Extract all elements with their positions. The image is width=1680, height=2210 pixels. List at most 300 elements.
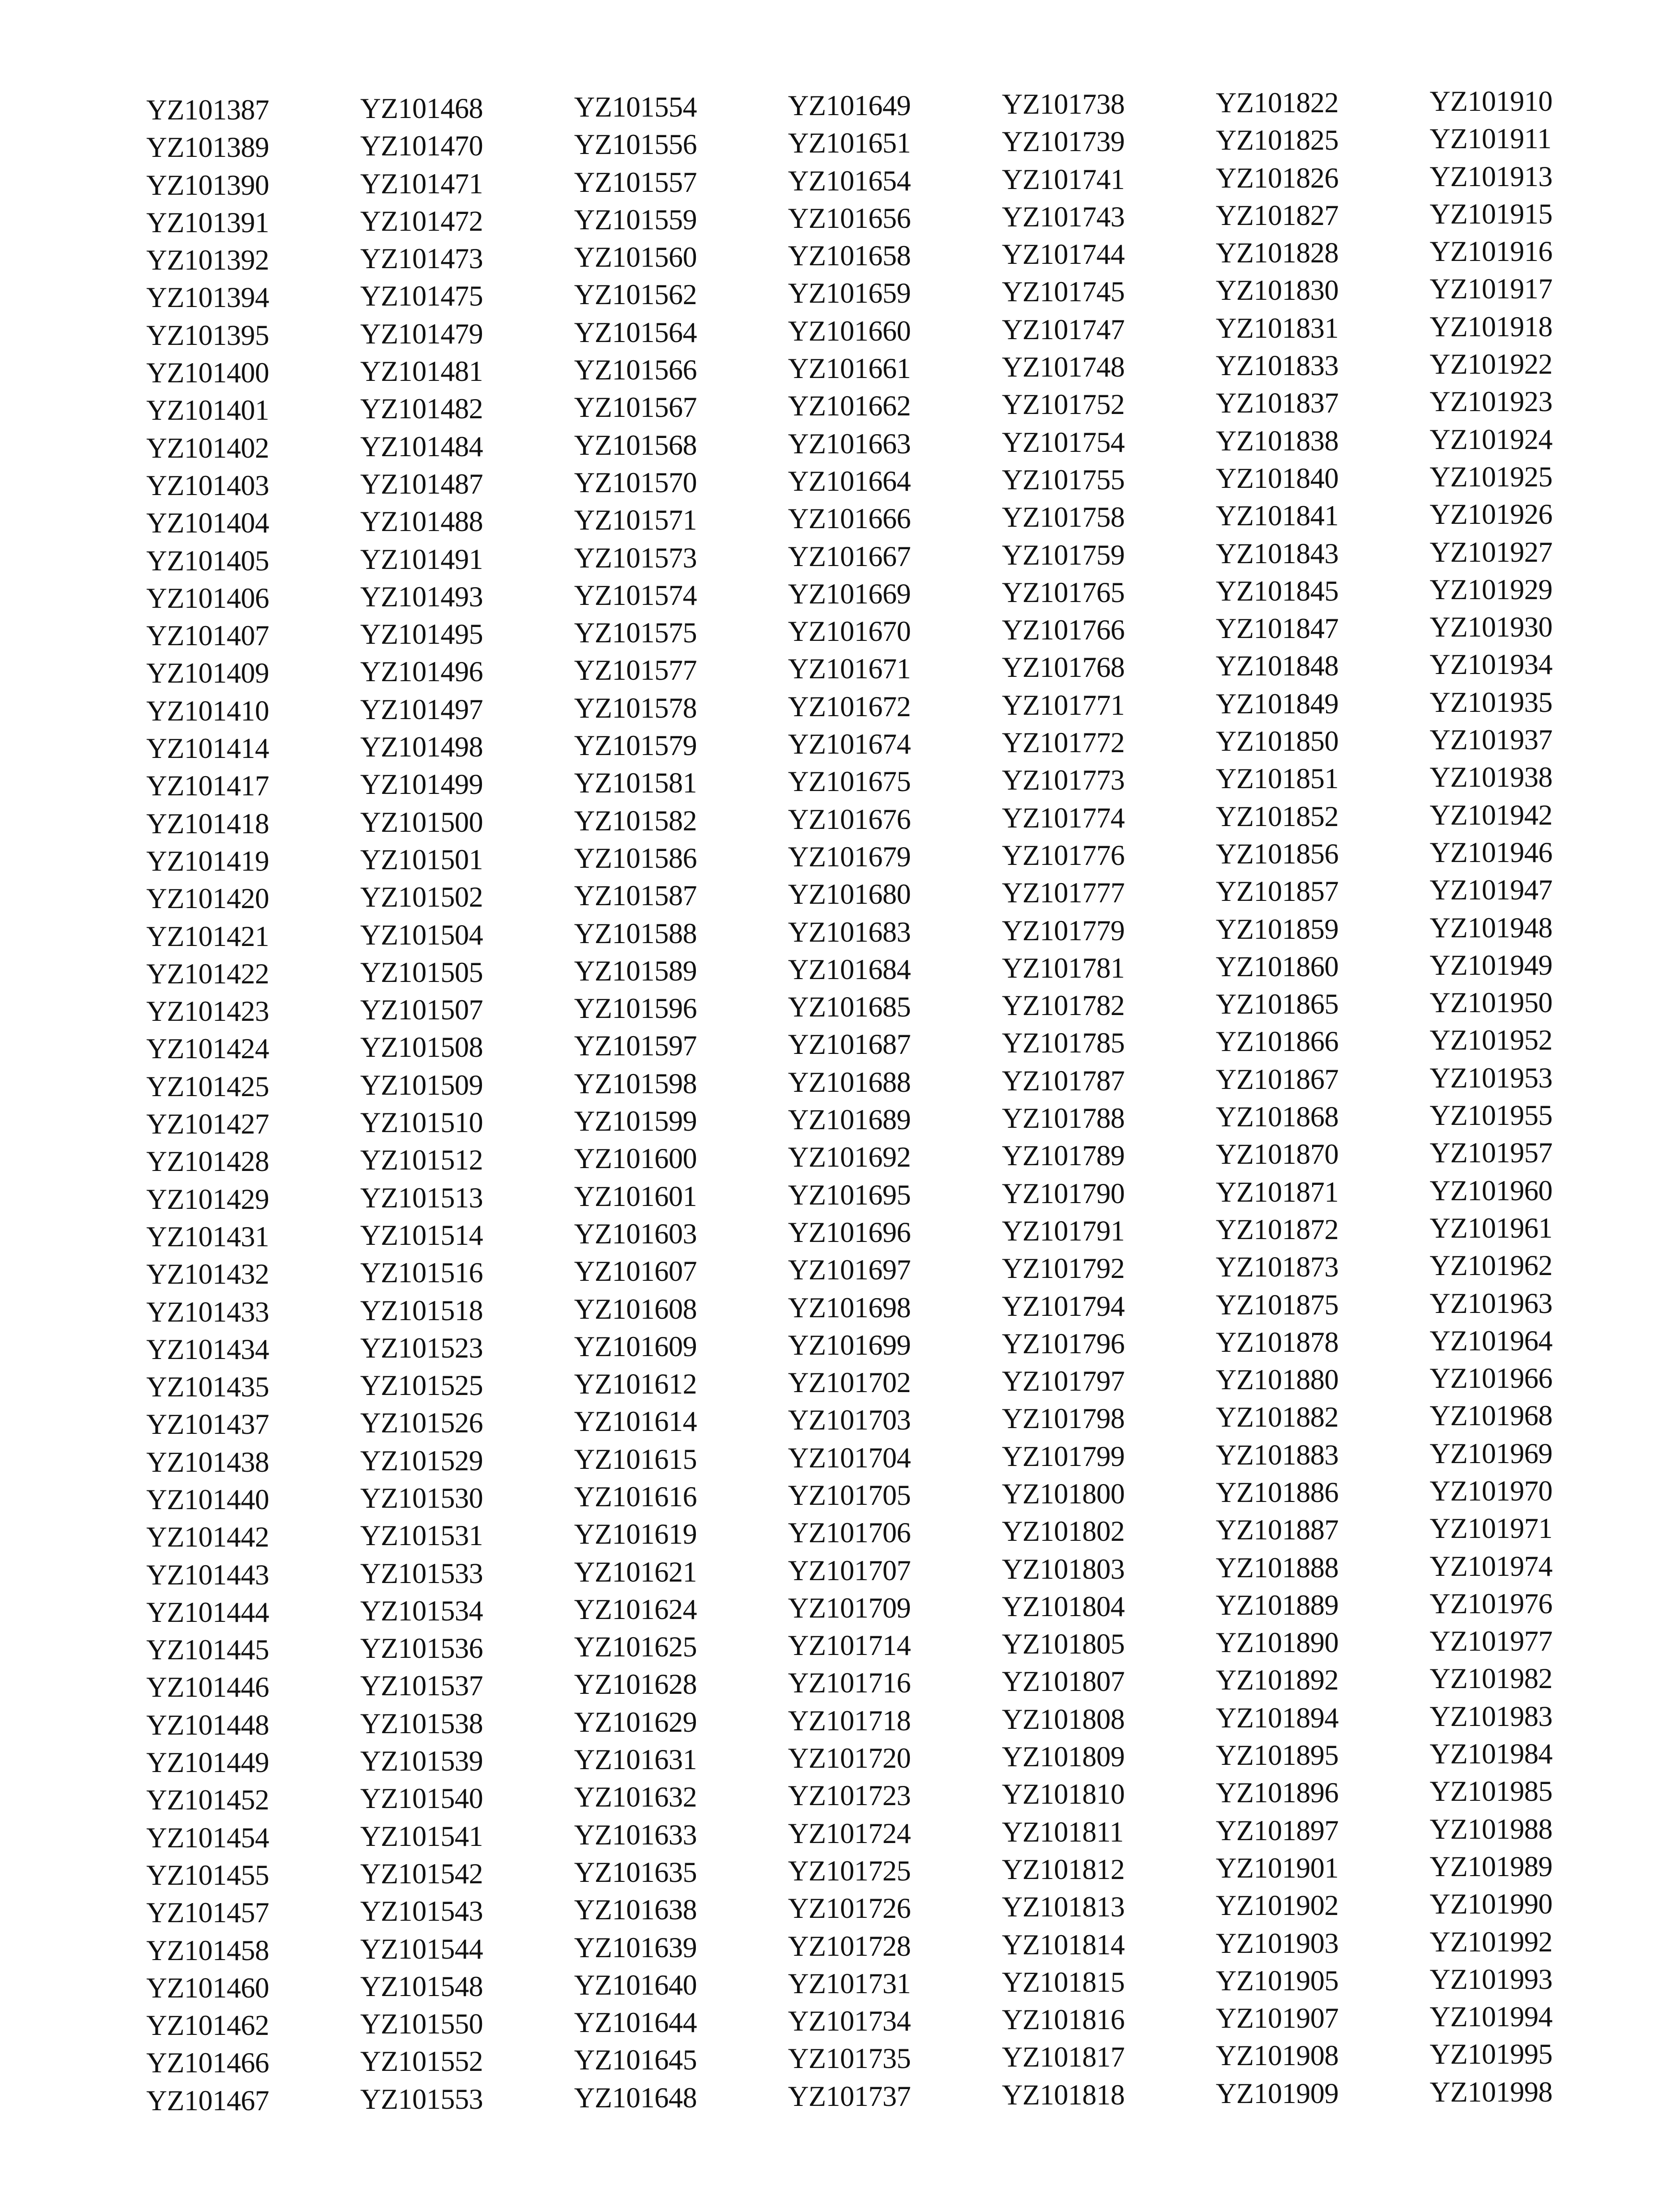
id-entry: YZ101916: [1430, 236, 1552, 268]
id-entry: YZ101930: [1430, 611, 1552, 643]
id-entry: YZ101768: [1002, 651, 1125, 684]
id-entry: YZ101410: [146, 695, 269, 727]
id-entry: YZ101968: [1430, 1400, 1552, 1432]
id-entry: YZ101825: [1216, 124, 1339, 156]
id-entry: YZ101905: [1216, 1964, 1339, 1997]
id-entry: YZ101631: [574, 1744, 697, 1776]
id-entry: YZ101797: [1002, 1365, 1125, 1397]
id-entry: YZ101423: [146, 995, 269, 1028]
id-entry: YZ101689: [788, 1104, 911, 1136]
id-entry: YZ101542: [360, 1857, 483, 1890]
id-entry: YZ101501: [360, 843, 483, 875]
id-entry: YZ101754: [1002, 426, 1125, 458]
id-entry: YZ101654: [788, 165, 911, 197]
id-entry: YZ101431: [146, 1220, 269, 1253]
id-entry: YZ101818: [1002, 2079, 1125, 2111]
id-entry: YZ101998: [1430, 2076, 1552, 2108]
id-entry: YZ101776: [1002, 839, 1125, 871]
id-entry: YZ101872: [1216, 1213, 1339, 1245]
id-entry: YZ101437: [146, 1408, 269, 1441]
id-entry: YZ101504: [360, 919, 483, 951]
id-entry: YZ101927: [1430, 536, 1552, 568]
id-entry: YZ101579: [574, 730, 697, 762]
id-entry: YZ101574: [574, 579, 697, 611]
id-entry: YZ101674: [788, 728, 911, 760]
id-entry: YZ101946: [1430, 836, 1552, 868]
id-entry: YZ101619: [574, 1518, 697, 1550]
id-column-4: [788, 87, 1002, 2119]
id-entry: YZ101731: [788, 1967, 911, 1999]
id-entry: YZ101937: [1430, 724, 1552, 756]
id-entry: YZ101525: [360, 1370, 483, 1402]
id-entry: YZ101828: [1216, 237, 1339, 269]
id-entry: YZ101918: [1430, 310, 1552, 343]
id-entry: YZ101949: [1430, 949, 1552, 981]
id-entry: YZ101925: [1430, 461, 1552, 493]
id-entry: YZ101794: [1002, 1290, 1125, 1322]
id-entry: YZ101628: [574, 1668, 697, 1701]
id-entry: YZ101852: [1216, 800, 1339, 832]
id-entry: YZ101575: [574, 617, 697, 649]
id-entry: YZ101543: [360, 1895, 483, 1927]
id-entry: YZ101663: [788, 427, 911, 460]
id-entry: YZ101827: [1216, 199, 1339, 231]
id-entry: YZ101500: [360, 806, 483, 838]
id-entry: YZ101540: [360, 1783, 483, 1815]
id-entry: YZ101616: [574, 1480, 697, 1513]
id-column-1: [146, 91, 360, 2119]
id-entry: YZ101907: [1216, 2002, 1339, 2034]
id-entry: YZ101467: [146, 2084, 269, 2116]
id-entry: YZ101562: [574, 279, 697, 311]
id-entry: YZ101856: [1216, 838, 1339, 870]
id-entry: YZ101976: [1430, 1587, 1552, 1619]
id-entry: YZ101838: [1216, 425, 1339, 457]
id-entry: YZ101867: [1216, 1063, 1339, 1095]
id-entry: YZ101449: [146, 1747, 269, 1779]
id-entry: YZ101392: [146, 244, 269, 276]
id-entry: YZ101607: [574, 1255, 697, 1288]
id-entry: YZ101445: [146, 1634, 269, 1666]
id-entry: YZ101581: [574, 767, 697, 799]
id-entry: YZ101552: [360, 2045, 483, 2078]
id-entry: YZ101985: [1430, 1775, 1552, 1808]
id-entry: YZ101683: [788, 916, 911, 948]
id-entry: YZ101599: [574, 1105, 697, 1137]
id-entry: YZ101645: [574, 2044, 697, 2076]
id-entry: YZ101660: [788, 315, 911, 347]
id-entry: YZ101473: [360, 243, 483, 275]
id-entry: YZ101868: [1216, 1101, 1339, 1133]
id-entry: YZ101418: [146, 807, 269, 839]
id-column-3: [574, 88, 788, 2119]
id-entry: YZ101789: [1002, 1140, 1125, 1172]
id-entry: YZ101582: [574, 804, 697, 837]
id-entry: YZ101539: [360, 1745, 483, 1777]
id-entry: YZ101601: [574, 1180, 697, 1212]
id-entry: YZ101487: [360, 468, 483, 500]
id-entry: YZ101664: [788, 465, 911, 497]
id-entry: YZ101984: [1430, 1738, 1552, 1770]
id-entry: YZ101948: [1430, 911, 1552, 944]
id-entry: YZ101514: [360, 1219, 483, 1251]
id-entry: YZ101692: [788, 1141, 911, 1173]
id-entry: YZ101644: [574, 2007, 697, 2039]
id-entry: YZ101947: [1430, 874, 1552, 906]
id-entry: YZ101509: [360, 1069, 483, 1101]
id-entry: YZ101815: [1002, 1966, 1125, 1998]
id-entry: YZ101541: [360, 1820, 483, 1852]
id-entry: YZ101518: [360, 1294, 483, 1326]
id-entry: YZ101537: [360, 1670, 483, 1702]
id-entry: YZ101685: [788, 991, 911, 1023]
id-entry: YZ101667: [788, 540, 911, 572]
id-entry: YZ101866: [1216, 1026, 1339, 1058]
id-entry: YZ101425: [146, 1070, 269, 1102]
id-entry: YZ101671: [788, 653, 911, 685]
id-entry: YZ101697: [788, 1254, 911, 1286]
id-entry: YZ101942: [1430, 799, 1552, 831]
id-entry: YZ101609: [574, 1330, 697, 1362]
id-entry: YZ101752: [1002, 389, 1125, 421]
id-entry: YZ101765: [1002, 576, 1125, 608]
id-entry: YZ101847: [1216, 613, 1339, 645]
id-entry: YZ101666: [788, 503, 911, 535]
id-entry: YZ101938: [1430, 761, 1552, 793]
id-entry: YZ101812: [1002, 1853, 1125, 1885]
id-entry: YZ101982: [1430, 1663, 1552, 1695]
id-entry: YZ101704: [788, 1442, 911, 1474]
id-entry: YZ101791: [1002, 1215, 1125, 1247]
id-entry: YZ101865: [1216, 988, 1339, 1020]
id-entry: YZ101696: [788, 1216, 911, 1248]
id-entry: YZ101800: [1002, 1477, 1125, 1510]
id-entry: YZ101598: [574, 1067, 697, 1099]
id-entry: YZ101772: [1002, 727, 1125, 759]
id-entry: YZ101458: [146, 1934, 269, 1966]
id-entry: YZ101462: [146, 2009, 269, 2042]
id-entry: YZ101714: [788, 1630, 911, 1662]
id-entry: YZ101390: [146, 169, 269, 201]
id-entry: YZ101639: [574, 1931, 697, 1963]
id-entry: YZ101448: [146, 1709, 269, 1741]
id-entry: YZ101897: [1216, 1814, 1339, 1846]
id-entry: YZ101744: [1002, 238, 1125, 271]
id-entry: YZ101651: [788, 127, 911, 159]
id-entry: YZ101886: [1216, 1476, 1339, 1508]
id-entry: YZ101707: [788, 1554, 911, 1586]
id-entry: YZ101952: [1430, 1024, 1552, 1056]
id-entry: YZ101890: [1216, 1627, 1339, 1659]
id-entry: YZ101955: [1430, 1099, 1552, 1132]
id-entry: YZ101508: [360, 1031, 483, 1064]
id-entry: YZ101512: [360, 1144, 483, 1176]
id-entry: YZ101427: [146, 1108, 269, 1140]
id-entry: YZ101612: [574, 1368, 697, 1400]
id-entry: YZ101529: [360, 1444, 483, 1477]
id-entry: YZ101502: [360, 881, 483, 913]
id-entry: YZ101395: [146, 319, 269, 351]
id-entry: YZ101870: [1216, 1138, 1339, 1170]
id-entry: YZ101672: [788, 690, 911, 722]
id-entry: YZ101706: [788, 1517, 911, 1549]
id-entry: YZ101745: [1002, 276, 1125, 308]
id-column-6: [1216, 84, 1430, 2119]
id-entry: YZ101811: [1002, 1816, 1124, 1848]
id-entry: YZ101814: [1002, 1928, 1125, 1961]
id-entry: YZ101577: [574, 654, 697, 686]
id-entry: YZ101400: [146, 357, 269, 389]
id-entry: YZ101989: [1430, 1850, 1552, 1882]
id-entry: YZ101614: [574, 1406, 697, 1438]
id-entry: YZ101777: [1002, 877, 1125, 909]
id-entry: YZ101741: [1002, 163, 1125, 195]
id-entry: YZ101443: [146, 1559, 269, 1591]
id-entry: YZ101387: [146, 94, 269, 126]
id-entry: YZ101747: [1002, 313, 1125, 345]
id-entry: YZ101389: [146, 131, 269, 164]
id-entry: YZ101804: [1002, 1590, 1125, 1622]
id-entry: YZ101507: [360, 994, 483, 1026]
id-entry: YZ101454: [146, 1821, 269, 1854]
id-entry: YZ101771: [1002, 689, 1125, 721]
id-entry: YZ101792: [1002, 1253, 1125, 1285]
id-entry: YZ101709: [788, 1592, 911, 1624]
id-entry: YZ101440: [146, 1483, 269, 1515]
id-entry: YZ101530: [360, 1482, 483, 1514]
id-entry: YZ101735: [788, 2043, 911, 2075]
id-column-7: [1430, 83, 1644, 2119]
id-entry: YZ101755: [1002, 463, 1125, 496]
id-entry: YZ101915: [1430, 198, 1552, 230]
id-entry: YZ101887: [1216, 1514, 1339, 1546]
id-entry: YZ101807: [1002, 1666, 1125, 1698]
id-entry: YZ101468: [360, 93, 483, 124]
id-entry: YZ101860: [1216, 950, 1339, 982]
id-entry: YZ101434: [146, 1333, 269, 1365]
id-entry: YZ101687: [788, 1028, 911, 1061]
id-entry: YZ101698: [788, 1291, 911, 1324]
id-entry: YZ101705: [788, 1479, 911, 1511]
id-entry: YZ101475: [360, 280, 483, 312]
id-entry: YZ101405: [146, 544, 269, 577]
id-entry: YZ101901: [1216, 1852, 1339, 1884]
id-entry: YZ101587: [574, 880, 697, 912]
id-entry: YZ101589: [574, 955, 697, 987]
id-entry: YZ101840: [1216, 462, 1339, 494]
id-entry: YZ101544: [360, 1933, 483, 1965]
id-entry: YZ101822: [1216, 87, 1339, 118]
id-entry: YZ101608: [574, 1293, 697, 1325]
id-entry: YZ101596: [574, 993, 697, 1025]
id-entry: YZ101566: [574, 354, 697, 386]
id-entry: YZ101990: [1430, 1888, 1552, 1920]
id-entry: YZ101472: [360, 205, 483, 237]
id-entry: YZ101488: [360, 506, 483, 538]
id-entry: YZ101633: [574, 1819, 697, 1851]
id-entry: YZ101911: [1430, 123, 1551, 155]
id-entry: YZ101759: [1002, 539, 1125, 571]
id-entry: YZ101849: [1216, 687, 1339, 720]
id-entry: YZ101442: [146, 1521, 269, 1553]
id-entry: YZ101883: [1216, 1439, 1339, 1471]
id-entry: YZ101748: [1002, 351, 1125, 383]
id-entry: YZ101851: [1216, 763, 1339, 795]
id-entry: YZ101600: [574, 1143, 697, 1175]
id-entry: YZ101648: [574, 2081, 697, 2114]
id-entry: YZ101803: [1002, 1553, 1125, 1585]
id-column-2: [360, 90, 574, 2119]
id-entry: YZ101557: [574, 166, 697, 198]
id-entry: YZ101790: [1002, 1177, 1125, 1209]
id-entry: YZ101407: [146, 620, 269, 652]
id-entry: YZ101758: [1002, 501, 1125, 533]
id-entry: YZ101831: [1216, 312, 1339, 344]
id-entry: YZ101983: [1430, 1700, 1552, 1732]
id-entry: YZ101484: [360, 430, 483, 462]
id-entry: YZ101621: [574, 1556, 697, 1588]
id-entry: YZ101457: [146, 1897, 269, 1929]
id-entry: YZ101910: [1430, 85, 1552, 117]
id-entry: YZ101882: [1216, 1401, 1339, 1433]
id-entry: YZ101923: [1430, 386, 1552, 418]
id-entry: YZ101661: [788, 353, 911, 385]
id-entry: YZ101635: [574, 1856, 697, 1888]
id-entry: YZ101726: [788, 1892, 911, 1925]
id-entry: YZ101498: [360, 731, 483, 763]
id-entry: YZ101702: [788, 1367, 911, 1399]
id-entry: YZ101455: [146, 1859, 269, 1891]
id-entry: YZ101962: [1430, 1250, 1552, 1282]
id-entry: YZ101482: [360, 393, 483, 425]
id-entry: YZ101725: [788, 1855, 911, 1887]
id-entry: YZ101432: [146, 1258, 269, 1290]
id-entry: YZ101964: [1430, 1324, 1552, 1357]
id-entry: YZ101420: [146, 883, 269, 915]
id-entry: YZ101889: [1216, 1589, 1339, 1621]
id-entry: YZ101499: [360, 768, 483, 801]
id-entry: YZ101404: [146, 507, 269, 539]
id-entry: YZ101922: [1430, 348, 1552, 380]
id-entry: YZ101926: [1430, 498, 1552, 531]
id-entry: YZ101556: [574, 129, 697, 161]
id-entry: YZ101516: [360, 1257, 483, 1289]
id-entry: YZ101802: [1002, 1515, 1125, 1548]
id-entry: YZ101479: [360, 318, 483, 350]
id-entry: YZ101966: [1430, 1362, 1552, 1395]
id-entry: YZ101816: [1002, 2004, 1125, 2036]
id-entry: YZ101403: [146, 469, 269, 501]
id-entry: YZ101531: [360, 1520, 483, 1552]
id-entry: YZ101688: [788, 1066, 911, 1098]
id-entry: YZ101970: [1430, 1475, 1552, 1507]
id-entry: YZ101805: [1002, 1628, 1125, 1660]
id-entry: YZ101992: [1430, 1926, 1552, 1958]
id-entry: YZ101402: [146, 432, 269, 464]
id-entry: YZ101873: [1216, 1251, 1339, 1283]
id-entry: YZ101995: [1430, 2038, 1552, 2070]
id-entry: YZ101977: [1430, 1625, 1552, 1657]
id-entry: YZ101785: [1002, 1027, 1125, 1059]
id-column-5: [1002, 85, 1216, 2119]
id-entry: YZ101505: [360, 956, 483, 988]
id-entry: YZ101679: [788, 840, 911, 873]
id-entry: YZ101857: [1216, 875, 1339, 908]
id-entry: YZ101533: [360, 1557, 483, 1589]
id-entry: YZ101406: [146, 582, 269, 614]
id-entry: YZ101809: [1002, 1741, 1125, 1773]
id-entry: YZ101624: [574, 1593, 697, 1625]
id-entry: YZ101571: [574, 504, 697, 536]
id-entry: YZ101826: [1216, 162, 1339, 194]
id-entry: YZ101782: [1002, 990, 1125, 1022]
id-entry: YZ101833: [1216, 350, 1339, 382]
id-entry: YZ101470: [360, 130, 483, 162]
id-entry: YZ101675: [788, 766, 911, 798]
id-entry: YZ101738: [1002, 88, 1125, 120]
id-entry: YZ101570: [574, 466, 697, 498]
id-entry: YZ101526: [360, 1407, 483, 1439]
id-entry: YZ101684: [788, 953, 911, 985]
id-entry: YZ101739: [1002, 126, 1125, 158]
id-entry: YZ101670: [788, 615, 911, 648]
id-entry: YZ101554: [574, 91, 697, 123]
id-entry: YZ101950: [1430, 987, 1552, 1019]
id-entry: YZ101695: [788, 1179, 911, 1211]
id-entry: YZ101892: [1216, 1664, 1339, 1696]
id-entry: YZ101903: [1216, 1927, 1339, 1959]
id-entry: YZ101724: [788, 1817, 911, 1849]
id-entry: YZ101935: [1430, 686, 1552, 718]
id-entry: YZ101428: [146, 1146, 269, 1178]
id-entry: YZ101720: [788, 1742, 911, 1774]
id-entry: YZ101894: [1216, 1702, 1339, 1734]
id-entry: YZ101421: [146, 920, 269, 952]
id-entry: YZ101548: [360, 1970, 483, 2002]
id-entry: YZ101658: [788, 240, 911, 272]
id-entry: YZ101669: [788, 578, 911, 610]
id-entry: YZ101460: [146, 1972, 269, 2004]
id-entry: YZ101422: [146, 957, 269, 990]
id-entry: YZ101559: [574, 203, 697, 236]
id-entry: YZ101909: [1216, 2077, 1339, 2109]
id-entry: YZ101798: [1002, 1403, 1125, 1435]
id-entry: YZ101433: [146, 1296, 269, 1328]
id-entry: YZ101718: [788, 1704, 911, 1737]
id-entry: YZ101638: [574, 1894, 697, 1926]
id-entry: YZ101728: [788, 1930, 911, 1962]
id-entry: YZ101788: [1002, 1102, 1125, 1135]
id-entry: YZ101568: [574, 429, 697, 461]
id-entry: YZ101394: [146, 282, 269, 314]
id-entry: YZ101481: [360, 355, 483, 388]
id-entry: YZ101491: [360, 543, 483, 575]
id-entry: YZ101414: [146, 733, 269, 765]
id-entry: YZ101680: [788, 878, 911, 910]
id-entry: YZ101419: [146, 845, 269, 877]
id-entry: YZ101629: [574, 1706, 697, 1738]
id-entry: YZ101953: [1430, 1062, 1552, 1094]
id-entry: YZ101446: [146, 1671, 269, 1703]
id-entry: YZ101495: [360, 618, 483, 650]
id-entry: YZ101843: [1216, 537, 1339, 569]
id-entry: YZ101625: [574, 1631, 697, 1663]
id-entry: YZ101810: [1002, 1778, 1125, 1810]
id-entry: YZ101676: [788, 803, 911, 835]
id-entry: YZ101859: [1216, 913, 1339, 945]
id-entry: YZ101902: [1216, 1890, 1339, 1922]
id-entry: YZ101841: [1216, 500, 1339, 532]
